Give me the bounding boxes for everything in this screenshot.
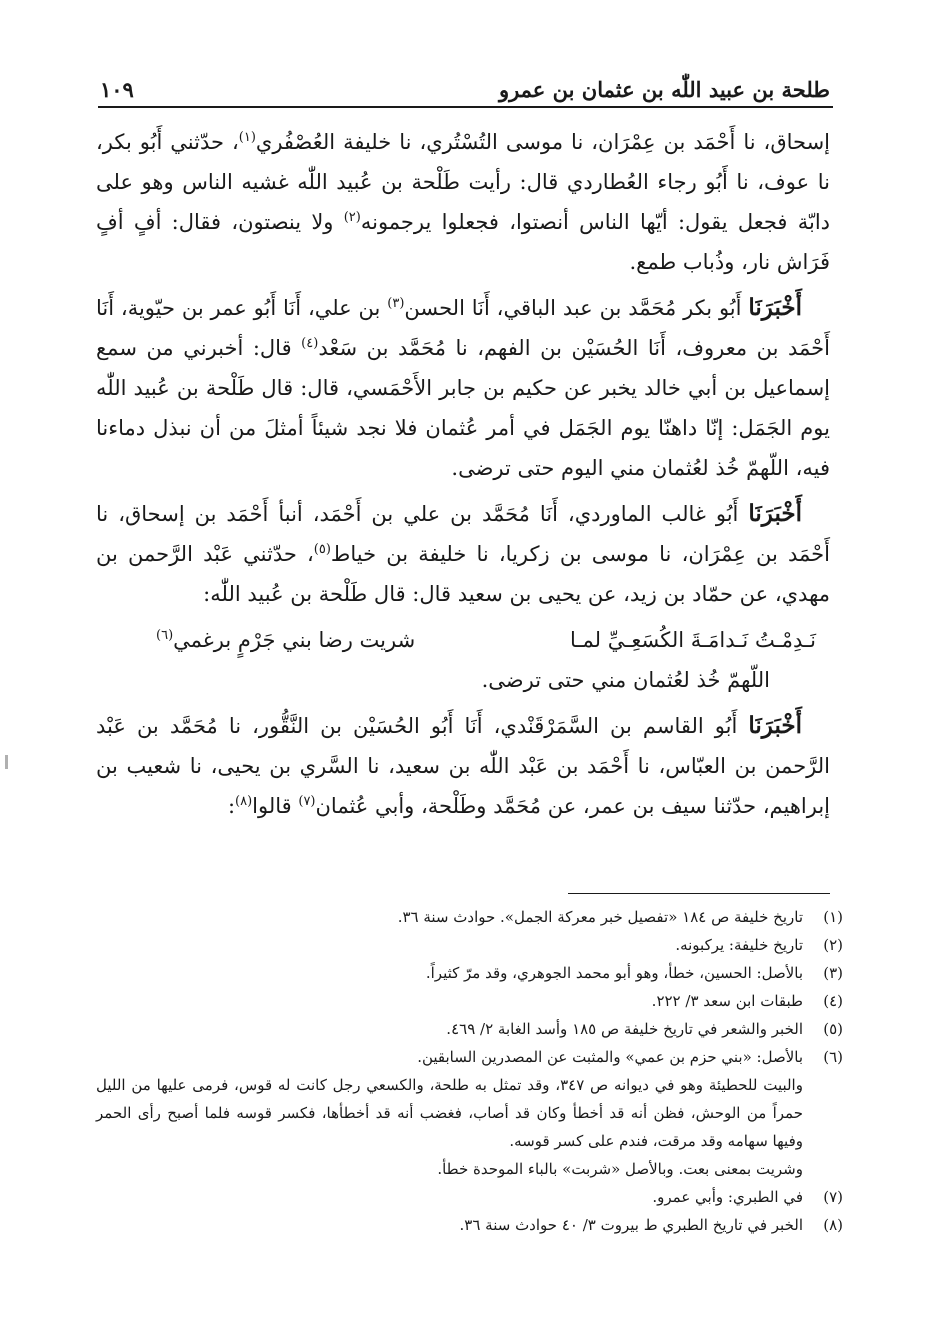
- isnad-lead-word: أَخْبَرَنَا: [748, 712, 802, 739]
- footnote-number: (٣): [823, 964, 843, 982]
- poem-verse: [96, 620, 830, 660]
- main-text: [96, 122, 830, 832]
- footnote-8: [96, 1211, 843, 1239]
- text-run: أَبُو القاسم بن السَّمَرْقَنْدي، أَنَا أَبُو الحُسَيْن بن النَّقُّور، نا مُحَمَّد بن عَبْد الرَّحمن بن العبّاس، نا أَحْمَد بن عَبْد اللّٰه بن سعيد، نا السَّري بن يحيى، نا شعيب بن إبراهيم، حدّثنا سيف بن عمر، عن مُحَمَّد وطَلْحة، وأبي عُثمان: [96, 714, 830, 818]
- poem-hemistich-1: نَـدِمْـتُ نَـدامَـةَ الكُسَعِـيِّ لمـا: [569, 628, 816, 652]
- text-run: إسحاق، نا أَحْمَد بن عِمْرَان، نا موسى التُسْتُري، نا خليفة العُصْفُري: [255, 130, 830, 154]
- text-run: أَبُو بكر مُحَمَّد بن عبد الباقي، أَنَا الحسن: [404, 296, 749, 320]
- footnote-text: الخبر في تاريخ الطبري ط بيروت ٣/ ٤٠ حوادث سنة ٣٦.: [459, 1216, 803, 1234]
- footnote-1: [96, 903, 843, 931]
- footnote-text: بالأصل: الحسين، خطأ، وهو أبو محمد الجوهري، وقد مرّ كثيراً.: [425, 964, 803, 982]
- footnote-ref-2[interactable]: (٢): [343, 210, 361, 225]
- footnote-7: [96, 1183, 843, 1211]
- footnote-number: (٦): [823, 1048, 843, 1066]
- footnote-ref-5[interactable]: (٥): [313, 542, 331, 557]
- footnote-number: (٥): [823, 1020, 843, 1038]
- text-run: ، حدّثني عَبْد الرَّحمن بن مهدي، عن حمّاد بن زيد، عن يحيى بن سعيد قال: قال طَلْحة بن عُبيد اللّٰه:: [96, 542, 830, 606]
- footnote-5: [96, 1015, 843, 1043]
- footnote-text: تاريخ خليفة: يركبونه.: [675, 936, 803, 954]
- footnote-6-continuation: وشريت بمعنى بعت. وبالأصل «شربت» بالباء الموحدة خطأ.: [437, 1160, 803, 1178]
- text-run: أَبُو غالب الماوردي، أَنَا مُحَمَّد بن علي بن أَحْمَد، أنبأ أَحْمَد بن إسحاق، نا أَحْمَد بن عِمْرَان، نا موسى بن زكريا، نا خليفة بن خياط: [96, 502, 830, 566]
- text-run: ولا ينصتون، فقال: أفٍ أفٍ فَرَاش نار، وذُباب طمع.: [96, 210, 830, 274]
- text-run: شريت رضا بني جَرْمٍ برغمي: [173, 628, 416, 652]
- footnote-text: في الطبري: وأبي عمرو.: [652, 1188, 803, 1206]
- footnote-ref-8[interactable]: (٨): [235, 794, 253, 809]
- footnote-number: (٨): [823, 1216, 843, 1234]
- footnotes: [96, 903, 843, 1239]
- text-run: :: [227, 794, 236, 818]
- footnote-text: بالأصل: «بني حزم بن عمي» والمثبت عن المصدرين السابقين.: [417, 1048, 803, 1066]
- text-run: قالوا: [252, 794, 299, 818]
- poem-closing-line: اللّهمّ خُذ لعُثمان مني حتى ترضى.: [481, 668, 770, 692]
- footnote-6-continuation: والبيت للحطيئة وهو في ديوانه ص ٣٤٧، وقد تمثل به طلحة، والكسعي رجل كانت له قوس، فرمى عليها من الليل حمراً من الوحش، فظن أنه قد أخطأ وكان قد أصاب، فغضب أنه قد أخطأها، فكسر قوسه فلما أصبح رأى الحمر وفيها سهامه وقد مرقت، فندم على كسر قوسه.: [96, 1076, 803, 1150]
- paragraph-3: [96, 494, 830, 614]
- page-number: ١٠٩: [100, 77, 134, 102]
- isnad-lead-word: أَخْبَرَنَا: [748, 294, 802, 321]
- text-run: بن علي، أَنَا أَبُو عمر بن حيّوية، أَنَا أَحْمَد بن معروف، أَنَا الحُسَيْن بن الفهم، نا مُحَمَّد بن سَعْد: [96, 296, 830, 360]
- paragraph-1: [96, 122, 830, 282]
- footnote-text: تاريخ خليفة ص ١٨٤ «تفصيل خبر معركة الجمل». حوادث سنة ٣٦.: [397, 908, 803, 926]
- running-title: طلحة بن عبيد اللّٰه بن عثمان بن عمرو: [498, 77, 830, 102]
- footnote-ref-7[interactable]: (٧): [298, 794, 316, 809]
- footnote-number: (١): [823, 908, 843, 926]
- footnote-separator: [568, 893, 830, 894]
- footnote-4: [96, 987, 843, 1015]
- running-header: [100, 62, 830, 102]
- paragraph-2: [96, 288, 830, 488]
- text-run: قال: أخبرني من سمع إسماعيل بن أبي خالد يخبر عن حكيم بن جابر الأَحْمَسي، قال: قال طَلْحة بن عُبيد اللّٰه يوم الجَمَل: إنّا داهنّا يوم الجَمَل في أمر عُثمان فلا نجد شيئاً أمثلَ من أن نبذل دماءنا فيه، اللّهمّ خُذ لعُثمان مني اليوم حتى ترضى.: [96, 336, 831, 480]
- footnote-ref-1[interactable]: (١): [238, 130, 256, 145]
- header-rule: [98, 106, 833, 108]
- footnote-number: (٢): [823, 936, 843, 954]
- footnote-ref-6[interactable]: (٦): [156, 628, 174, 643]
- paragraph-4: [96, 706, 830, 826]
- footnote-ref-3[interactable]: (٣): [387, 296, 405, 311]
- footnote-2: [96, 931, 843, 959]
- footnote-text: طبقات ابن سعد ٣/ ٢٢٢.: [651, 992, 803, 1010]
- text-run: ، حدّثني أَبُو بكر، نا عوف، نا أَبُو رجاء العُطاردي قال: رأيت طَلْحة بن عُبيد اللّٰه غشيه الناس وهو على دابّة فجعل يقول: أيّها الناس أنصتوا، فجعلوا يرجمونه: [96, 130, 830, 234]
- poem-hemistich-2: [156, 620, 415, 660]
- isnad-lead-word: أَخْبَرَنَا: [748, 500, 802, 527]
- scan-margin-mark: [5, 755, 8, 769]
- footnote-number: (٧): [823, 1188, 843, 1206]
- footnote-number: (٤): [823, 992, 843, 1010]
- footnote-text: الخبر والشعر في تاريخ خليفة ص ١٨٥ وأسد الغابة ٢/ ٤٦٩.: [446, 1020, 803, 1038]
- footnote-ref-4[interactable]: (٤): [301, 336, 319, 351]
- footnote-6: [96, 1043, 843, 1071]
- footnote-3: [96, 959, 843, 987]
